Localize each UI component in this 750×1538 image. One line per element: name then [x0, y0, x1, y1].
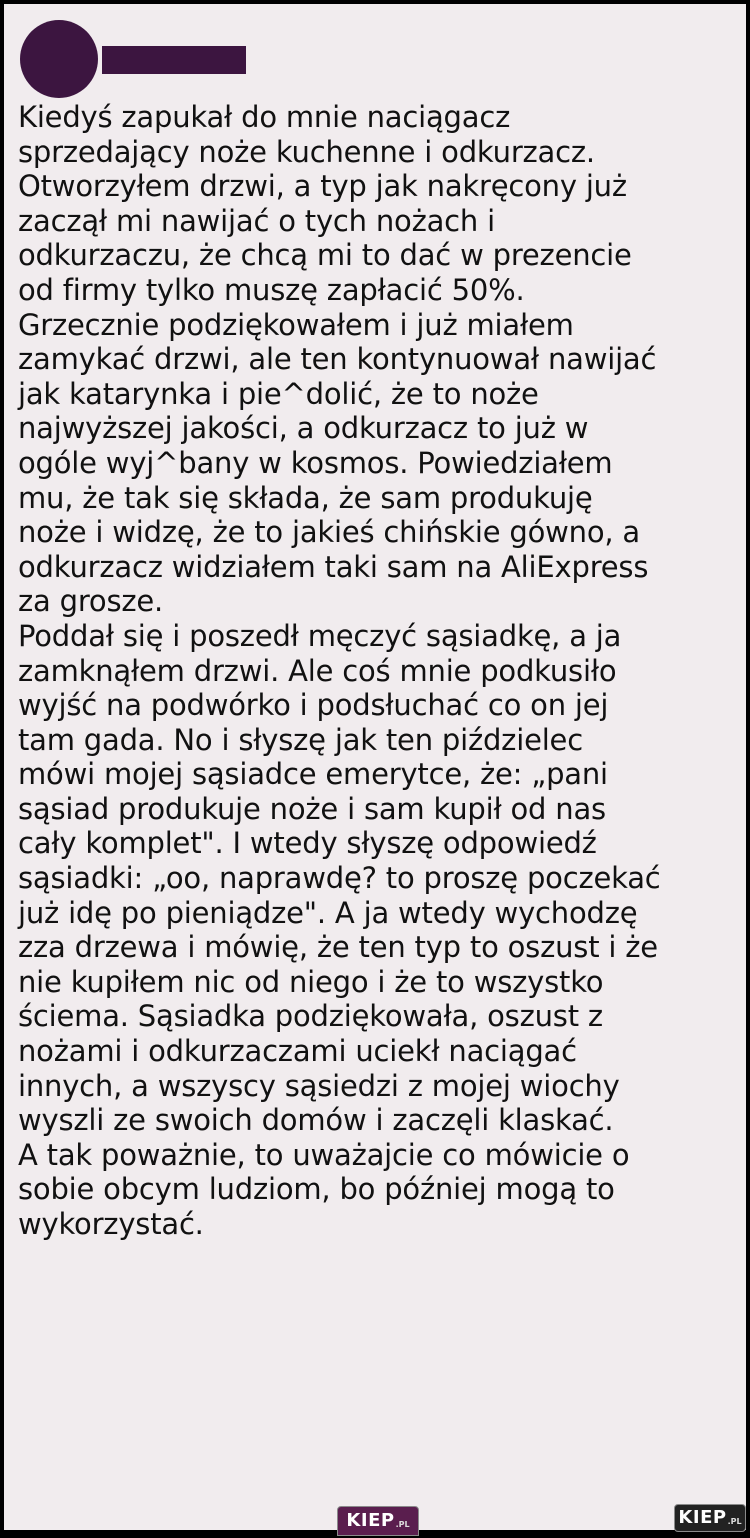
text-line: noże i widzę, że to jakieś chińskie gówno, a	[18, 515, 641, 550]
text-line: zamykać drzwi, ale ten kontynuował nawijać	[18, 342, 657, 377]
text-line: odkurzacz widziałem taki sam na AliExpress	[18, 549, 649, 584]
text-line: Kiedyś zapukał do mnie naciągacz	[18, 100, 511, 134]
text-line: Poddał się i poszedł męczyć sąsiadkę, a ja	[18, 618, 622, 653]
text-line: za grosze.	[18, 584, 164, 619]
avatar[interactable]	[20, 20, 98, 98]
text-line: sobie obcym ludziom, bo później mogą to	[18, 1172, 615, 1207]
post-text	[18, 100, 738, 1242]
text-line: innych, a wszyscy sąsiedzi z mojej wiochy	[18, 1068, 620, 1103]
text-line: odkurzaczu, że chcą mi to dać w prezencie	[18, 238, 632, 273]
text-line: nożami i odkurzaczami uciekł naciągać	[18, 1034, 577, 1069]
text-line: ściema. Sąsiadka podziękowała, oszust z	[18, 999, 603, 1034]
text-line: wyjść na podwórko i podsłuchać co on jej	[18, 688, 609, 723]
kiep-watermark-corner	[674, 1504, 746, 1532]
text-line: sprzedający noże kuchenne i odkurzacz.	[18, 134, 595, 169]
text-line: najwyższej jakości, a odkurzacz to już w	[18, 411, 589, 446]
text-line: mówi mojej sąsiadce emerytce, że: „pani	[18, 757, 608, 792]
text-line: zza drzewa i mówię, że ten typ to oszust i że	[18, 930, 658, 965]
text-line: zamknąłem drzwi. Ale coś mnie podkusiło	[18, 653, 617, 688]
text-line: już idę po pieniądze". A ja wtedy wychodzę	[18, 895, 638, 930]
text-line: sąsiadki: „oo, naprawdę? to proszę poczekać	[18, 861, 661, 896]
text-line: wykorzystać.	[18, 1207, 204, 1241]
watermark-sub-text: .PL	[395, 1520, 410, 1529]
kiep-watermark-center	[337, 1506, 419, 1536]
watermark-sub-text: .PL	[727, 1517, 742, 1526]
username-redacted-bar	[102, 46, 246, 74]
text-line: wyszli ze swoich domów i zaczęli klaskać.	[18, 1103, 614, 1138]
text-line: Otworzyłem drzwi, a typ jak nakręcony już	[18, 169, 627, 204]
text-line: jak katarynka i pie^dolić, że to noże	[18, 376, 539, 411]
text-line: A tak poważnie, to uważajcie co mówicie o	[18, 1137, 630, 1172]
text-line: tam gada. No i słyszę jak ten piździelec	[18, 722, 583, 757]
text-line: sąsiad produkuje noże i sam kupił od nas	[18, 791, 606, 826]
text-line: Grzecznie podziękowałem i już miałem	[18, 307, 574, 342]
text-line: nie kupiłem nic od niego i że to wszystko	[18, 964, 604, 999]
watermark-main-text: KIEP	[346, 1510, 395, 1531]
post-card	[4, 4, 746, 1530]
text-line: od firmy tylko muszę zapłacić 50%.	[18, 272, 525, 307]
watermark-main-text: KIEP	[678, 1507, 727, 1528]
text-line: ogóle wyj^bany w kosmos. Powiedziałem	[18, 445, 613, 480]
text-line: zaczął mi nawijać o tych nożach i	[18, 203, 495, 238]
text-line: cały komplet". I wtedy słyszę odpowiedź	[18, 826, 597, 861]
text-line: mu, że tak się składa, że sam produkuję	[18, 480, 593, 515]
